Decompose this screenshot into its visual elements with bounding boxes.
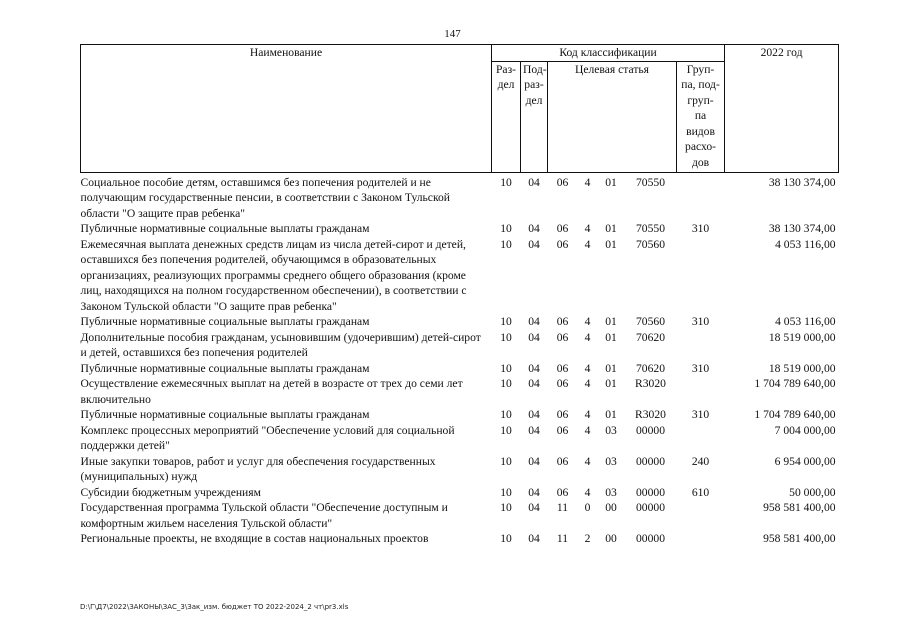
cell-target-event: 01: [605, 222, 617, 235]
cell-razdel: 10: [500, 454, 512, 468]
cell-target-program: 06: [556, 175, 569, 189]
cell-amount: 4 053 116,00: [775, 237, 836, 251]
cell-podrazdel: 04: [528, 377, 540, 390]
cell-expense-type: [677, 500, 725, 531]
cell-target-direction: 00000: [636, 454, 665, 468]
cell-target-program: 06: [556, 423, 569, 437]
cell-name: Региональные проекты, не входящие в состав национальных проектов: [80, 532, 429, 545]
cell-target-subprogram: 4: [584, 485, 591, 499]
cell-target-event: 01: [605, 377, 617, 390]
cell-expense-type: [677, 172, 725, 221]
cell-name: Социальное пособие детям, оставшимся без попечения родителей и не получающим государственные пенсии, в соответствии с Законом Тульской области "О защите прав ребенка": [80, 175, 450, 220]
table-row: [81, 376, 839, 407]
cell-name: Дополнительные пособия гражданам, усыновившим (удочерившим) детей-сирот и детей, оставшихся без попечения родителей: [80, 330, 481, 359]
cell-podrazdel: 04: [528, 330, 540, 344]
cell-target-event: 01: [605, 237, 617, 251]
header-podrazdel: Под- раз- дел: [521, 61, 548, 172]
header-code-group: Код классификации: [492, 45, 725, 62]
table-row: [81, 314, 839, 330]
table-row: [81, 361, 839, 377]
cell-name: Публичные нормативные социальные выплаты гражданам: [80, 315, 370, 328]
cell-razdel: 10: [500, 501, 512, 514]
cell-target-program: 06: [556, 315, 569, 328]
cell-target-event: 00: [605, 532, 617, 545]
cell-expense-type: 610: [691, 485, 710, 499]
cell-target-subprogram: 4: [584, 408, 591, 421]
table-row: [81, 330, 839, 361]
cell-target-direction: 00000: [636, 532, 665, 545]
cell-podrazdel: 04: [528, 408, 540, 421]
page-number: 147: [444, 28, 461, 40]
cell-target-subprogram: 4: [584, 237, 591, 251]
cell-name: Комплекс процессных мероприятий "Обеспечение условий для социальной поддержки детей": [80, 423, 455, 452]
table-row: [81, 172, 839, 221]
cell-podrazdel: 04: [528, 222, 540, 235]
cell-target-subprogram: 4: [584, 222, 591, 235]
cell-amount: 38 130 374,00: [768, 175, 836, 189]
cell-target-direction: 70560: [636, 315, 665, 328]
cell-target-direction: 00000: [636, 423, 665, 437]
cell-name: Публичные нормативные социальные выплаты гражданам: [80, 222, 370, 235]
cell-amount: 50 000,00: [789, 485, 836, 499]
cell-target-program: 06: [556, 330, 569, 344]
table-row: [81, 407, 839, 423]
cell-target-event: 03: [605, 423, 617, 437]
cell-target-event: 01: [605, 408, 617, 421]
cell-expense-type: 310: [691, 361, 710, 375]
cell-podrazdel: 04: [528, 237, 540, 251]
cell-target-event: 00: [605, 501, 617, 514]
cell-name: Публичные нормативные социальные выплаты гражданам: [80, 361, 370, 375]
cell-razdel: 10: [500, 222, 512, 235]
cell-expense-type: [677, 237, 725, 315]
cell-name: Публичные нормативные социальные выплаты гражданам: [80, 408, 370, 421]
cell-target-subprogram: 4: [584, 454, 591, 468]
cell-target-subprogram: 4: [584, 361, 591, 375]
cell-amount: 18 519 000,00: [768, 361, 836, 375]
cell-podrazdel: 04: [528, 485, 540, 499]
cell-podrazdel: 04: [528, 361, 540, 375]
cell-target-direction: 70550: [636, 222, 665, 235]
cell-target-direction: R3020: [635, 377, 666, 390]
cell-razdel: 10: [500, 423, 512, 437]
cell-target-subprogram: 4: [584, 330, 591, 344]
table-row: [81, 237, 839, 315]
cell-target-direction: R3020: [635, 408, 666, 421]
cell-amount: 6 954 000,00: [774, 454, 836, 468]
cell-expense-type: 310: [691, 222, 710, 235]
cell-target-subprogram: 4: [584, 315, 591, 328]
cell-amount: 4 053 116,00: [775, 315, 836, 328]
cell-amount: 1 704 789 640,00: [754, 377, 836, 390]
table-row: [81, 454, 839, 485]
cell-amount: 958 581 400,00: [763, 532, 836, 545]
cell-amount: 18 519 000,00: [768, 330, 836, 344]
cell-name: Ежемесячная выплата денежных средств лицам из числа детей-сирот и детей, оставшихся без попечения родителей, обучающимся в образовательных организациях, реализующих программы среднего общего образования (кроме лиц, находящихся на полном государственном обеспечении), в соответствии с Законом Тульской области "О защите прав ребенка": [80, 237, 467, 313]
cell-name: Государственная программа Тульской области "Обеспечение доступным и комфортным жильем населения Тульской области": [80, 501, 448, 530]
header-vid: Груп- па, под- груп- па видов расхо- дов: [677, 61, 725, 172]
cell-name: Иные закупки товаров, работ и услуг для обеспечения государственных (муниципальных) нужд: [80, 454, 436, 483]
cell-razdel: 10: [500, 330, 512, 344]
cell-name: Субсидии бюджетным учреждениям: [80, 485, 261, 499]
cell-target-direction: 70620: [636, 361, 665, 375]
cell-podrazdel: 04: [528, 175, 540, 189]
table-row: [81, 221, 839, 237]
header-target: Целевая статья: [548, 61, 677, 172]
cell-target-subprogram: 0: [584, 501, 591, 514]
cell-target-direction: 00000: [636, 501, 665, 514]
cell-target-program: 06: [556, 222, 569, 235]
header-name: Наименование: [81, 45, 492, 173]
cell-expense-type: [677, 376, 725, 407]
table-body: [81, 172, 839, 547]
table-row: [81, 531, 839, 547]
cell-razdel: 10: [500, 485, 512, 499]
table-row: [81, 423, 839, 454]
cell-expense-type: [677, 531, 725, 547]
header-year: 2022 год: [725, 45, 839, 173]
cell-target-program: 06: [556, 408, 569, 421]
budget-table: [80, 44, 839, 547]
cell-target-subprogram: 4: [584, 175, 591, 189]
cell-podrazdel: 04: [528, 454, 540, 468]
cell-target-direction: 70560: [636, 237, 665, 251]
cell-razdel: 10: [500, 361, 512, 375]
cell-podrazdel: 04: [528, 315, 540, 328]
cell-target-program: 06: [556, 361, 569, 375]
cell-target-event: 01: [605, 330, 617, 344]
cell-target-event: 03: [605, 454, 617, 468]
cell-target-direction: 00000: [636, 485, 665, 499]
cell-target-event: 03: [605, 485, 617, 499]
cell-target-program: 11: [556, 501, 569, 514]
cell-expense-type: 310: [691, 315, 710, 328]
cell-target-subprogram: 4: [584, 423, 591, 437]
cell-target-program: 11: [556, 532, 569, 545]
table-header: [81, 45, 839, 173]
cell-expense-type: [677, 330, 725, 361]
cell-amount: 7 004 000,00: [774, 423, 836, 437]
header-razdel: Раз- дел: [492, 61, 521, 172]
cell-target-program: 06: [556, 377, 569, 390]
cell-target-event: 01: [605, 361, 617, 375]
cell-podrazdel: 04: [528, 501, 540, 514]
cell-razdel: 10: [500, 315, 512, 328]
cell-podrazdel: 04: [528, 532, 540, 545]
cell-amount: 38 130 374,00: [768, 222, 836, 235]
cell-target-subprogram: 4: [584, 377, 591, 390]
cell-expense-type: 310: [691, 408, 710, 421]
cell-razdel: 10: [500, 237, 512, 251]
cell-target-program: 06: [556, 485, 569, 499]
cell-amount: 1 704 789 640,00: [754, 408, 836, 421]
table-row: [81, 485, 839, 501]
cell-razdel: 10: [500, 532, 512, 545]
cell-expense-type: 240: [691, 454, 710, 468]
cell-razdel: 10: [500, 175, 512, 189]
cell-target-direction: 70550: [636, 175, 665, 189]
cell-target-program: 06: [556, 454, 569, 468]
cell-podrazdel: 04: [528, 423, 540, 437]
cell-amount: 958 581 400,00: [763, 501, 836, 514]
cell-razdel: 10: [500, 408, 512, 421]
footer-file-path: D:\Г\Д7\2022\ЗАКОНЫ\ЗАС_3\Зак_изм. бюджет ТО 2022-2024_2 чт\pr3.xls: [80, 603, 349, 611]
cell-name: Осуществление ежемесячных выплат на детей в возрасте от трех до семи лет включительно: [80, 377, 463, 406]
cell-target-event: 01: [605, 175, 617, 189]
cell-razdel: 10: [500, 377, 512, 390]
table-row: [81, 500, 839, 531]
cell-target-event: 01: [605, 315, 617, 328]
cell-expense-type: [677, 423, 725, 454]
cell-target-program: 06: [556, 237, 569, 251]
cell-target-subprogram: 2: [584, 532, 591, 545]
cell-target-direction: 70620: [636, 330, 665, 344]
